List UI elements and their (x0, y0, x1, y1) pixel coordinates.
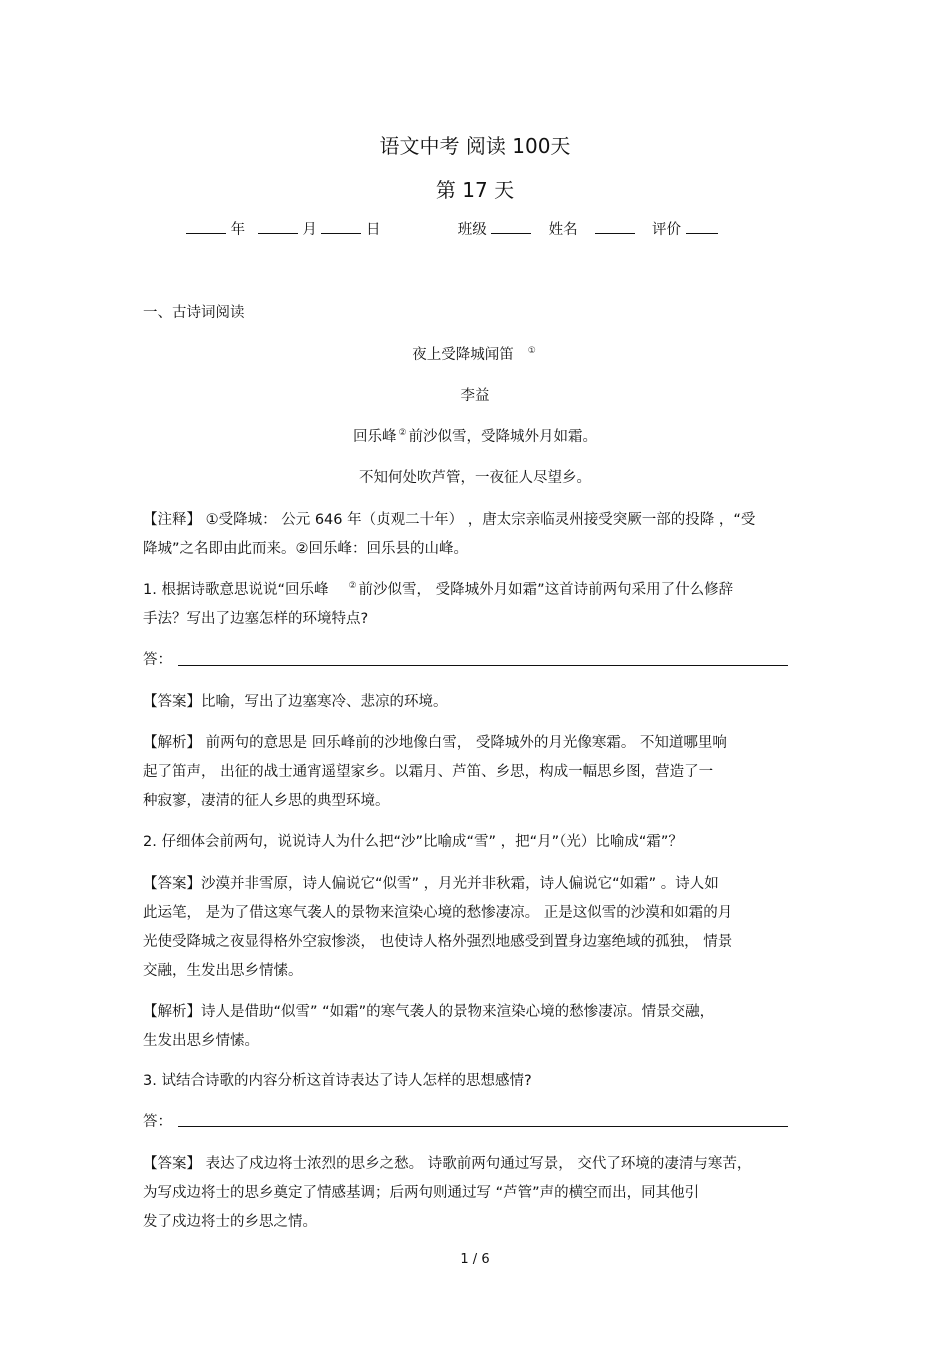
note-line-1: 【注释】 ①受降城： 公元 646 年（贞观二十年） ，唐太宗亲临灵州接受突厥一部的投降 ，“受 (143, 512, 756, 528)
class-label: 班级 (457, 222, 487, 238)
q2-answer-2: 此运笔， 是为了借这寒气袭人的景物来渲染心境的愁惨凄凉。 正是这似雪的沙漠和如霜的月 (143, 905, 733, 921)
q3-answer-3: 发了戍边将士的乡思之情。 (143, 1214, 317, 1230)
q3-answer-label: 答： (143, 1114, 172, 1130)
poem-line-1-note: ② (398, 428, 407, 439)
poem-line-2: 不知何处吹芦管，一夜征人尽望乡。 (359, 470, 591, 486)
q1-analysis-2: 起了笛声， 出征的战士通宵遥望家乡。以霜月、芦笛、乡思，构成一幅思乡图，营造了一 (143, 764, 714, 780)
info-line (186, 218, 718, 239)
q2-answer-1: 【答案】沙漠并非雪原，诗人偏说它“似雪” ，月光并非秋霜，诗人偏说它“如霜” 。诗人如 (143, 876, 719, 892)
section-heading: 一、古诗词阅读 (143, 305, 245, 321)
year-blank[interactable] (186, 219, 226, 234)
q3-question: 3. 试结合诗歌的内容分析这首诗表达了诗人怎样的思想感情? (143, 1073, 532, 1089)
day-label: 日 (366, 222, 381, 238)
q1-line-2: 手法？写出了边塞怎样的环境特点? (143, 611, 369, 627)
q3-answer-field[interactable] (178, 1126, 788, 1127)
q2-analysis-2: 生发出思乡情愫。 (143, 1033, 259, 1049)
q1-line-1-note: ② (348, 581, 357, 592)
q1-analysis-1: 【解析】 前两句的意思是 回乐峰前的沙地像白雪， 受降城外的月光像寒霜。 不知道哪里响 (143, 735, 727, 751)
name-label: 姓名 (548, 222, 578, 238)
q1-answer-label: 答： (143, 652, 172, 668)
poem-title-text: 夜上受降城闻笛 (412, 347, 514, 363)
q3-answer-1: 【答案】 表达了戍边将士浓烈的思乡之愁。 诗歌前两句通过写景， 交代了环境的凄清与寒苦， (143, 1156, 752, 1172)
q1-line-1-b: 前沙似雪， 受降城外月如霜”这首诗前两句采用了什么修辞 (358, 582, 734, 598)
class-blank[interactable] (491, 219, 531, 234)
q2-analysis-1: 【解析】诗人是借助“似雪” “如霜”的寒气袭人的景物来渲染心境的愁惨凄凉。情景交融， (143, 1004, 715, 1020)
poem-title-note: ① (527, 346, 536, 357)
poem-author: 李益 (460, 388, 490, 404)
month-blank[interactable] (258, 219, 298, 234)
day-blank[interactable] (321, 219, 361, 234)
q2-question: 2. 仔细体会前两句，说说诗人为什么把“沙”比喻成“雪” ，把“月”（光）比喻成“霜”？ (143, 834, 683, 850)
page-title: 语文中考 阅读 100天 (379, 134, 571, 158)
poem-line-1-a: 回乐峰 (352, 429, 397, 445)
q3-answer-2: 为写戍边将士的思乡奠定了情感基调；后两句则通过写 “芦管”声的横空而出，同其他引 (143, 1185, 700, 1201)
note-line-2: 降城”之名即由此而来。②回乐峰：回乐县的山峰。 (143, 541, 469, 557)
poem-line-1-b: 前沙似雪，受降城外月如霜。 (408, 429, 598, 445)
q1-line-1-a: 1. 根据诗歌意思说说“回乐峰 (143, 582, 329, 598)
poem-line-1 (0, 425, 950, 446)
poem-title (0, 343, 950, 364)
year-label: 年 (230, 222, 246, 238)
grade-blank[interactable] (686, 219, 718, 234)
q2-answer-4: 交融，生发出思乡情愫。 (143, 963, 303, 979)
q1-analysis-3: 种寂寥，凄清的征人乡思的典型环境。 (143, 793, 390, 809)
q2-answer-3: 光使受降城之夜显得格外空寂惨淡， 也使诗人格外强烈地感受到置身边塞绝域的孤独， 情景 (143, 934, 733, 950)
q1-answer-field[interactable] (178, 665, 788, 666)
day-subtitle: 第 17 天 (435, 178, 515, 202)
page-number: 1 / 6 (460, 1252, 490, 1267)
month-label: 月 (302, 222, 317, 238)
q1-answer: 【答案】比喻，写出了边塞寒冷、悲凉的环境。 (143, 694, 448, 710)
q1-line-1 (143, 578, 733, 599)
name-blank[interactable] (595, 219, 635, 234)
grade-label: 评价 (652, 222, 682, 238)
